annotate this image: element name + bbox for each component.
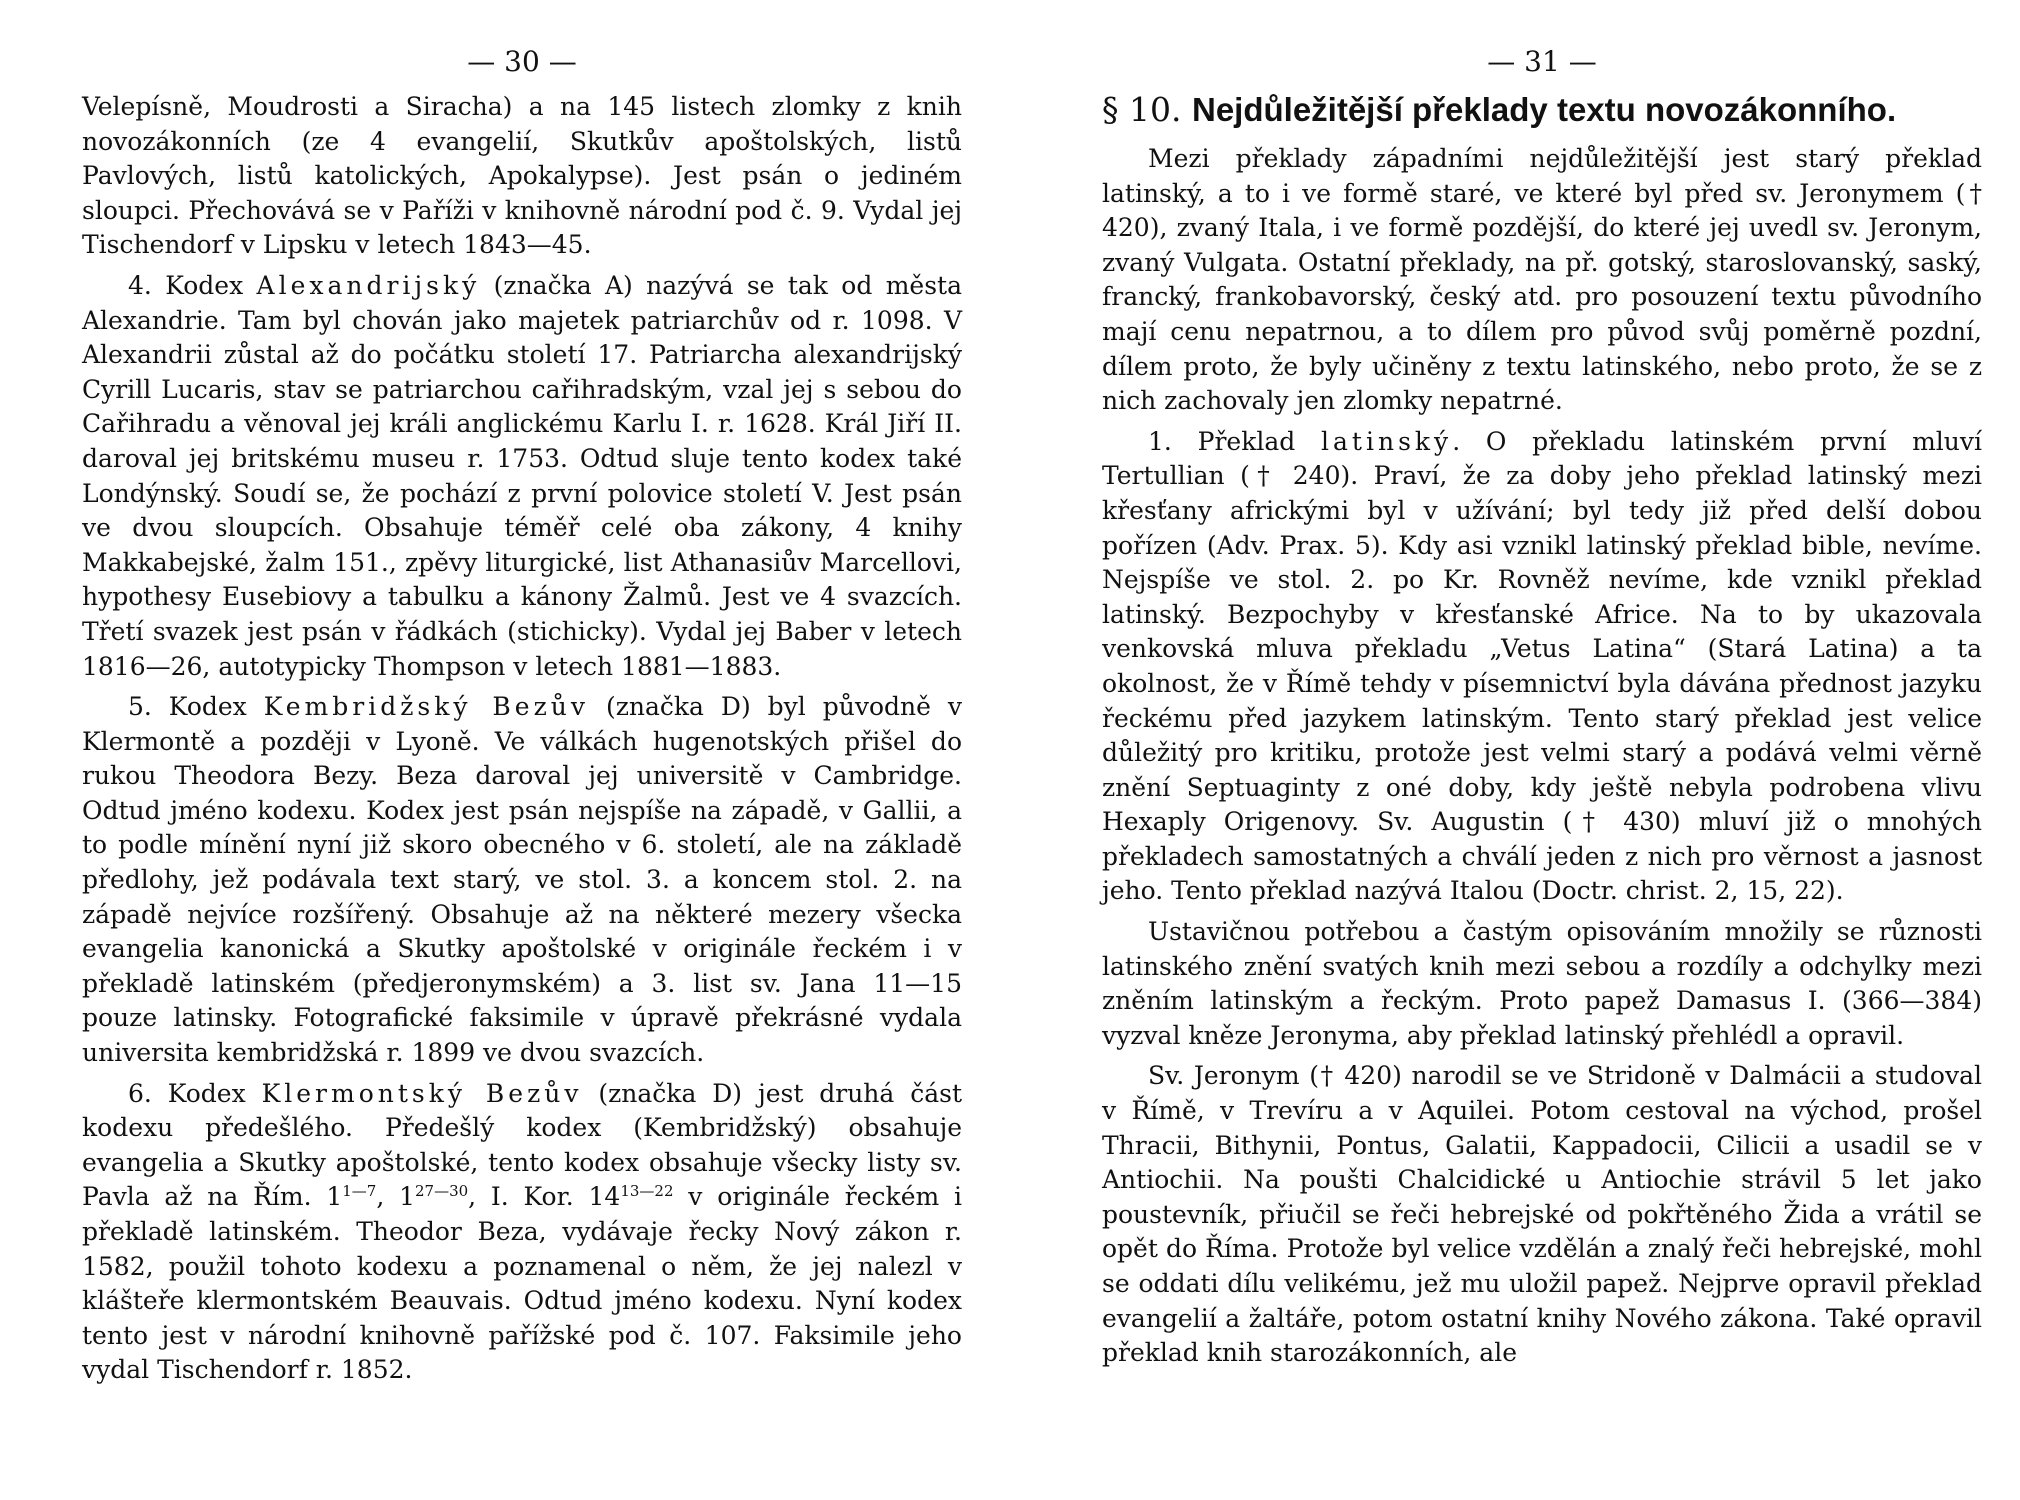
paragraph-continuation: Velepísně, Moudrosti a Siracha) a na 145 listech zlomky z knih novozákonních (ze 4 evangelií, Skutkův apoštolských, listů Pavlových, listů katolických, Apokalypse). Jest psán o jediném sloupci. Přechovává se v Paříži v knihovně národní pod č. 9. Vydal jej Tischendorf v Lipsku v letech 1843—45.: [82, 92, 962, 260]
left-page-text: [82, 90, 962, 1388]
page-number: — 30 —: [467, 45, 577, 78]
spaced-term: Kembridžský Bezův: [263, 692, 589, 722]
section-title: Nejdůležitější překlady textu novozákonního.: [1191, 91, 1897, 128]
verse-superscript: 13—22: [620, 1182, 674, 1201]
paragraph-codex-claromontanus: 6. Kodex Klermontský Bezův (značka D) jest druhá část kodexu předešlého. Předešlý kodex (Kembridžský) obsahuje evangelia a Skutky apoštolské, tento kodex obsahuje všecky listy sv. Pavla až na Řím. $1^{1—7}$, $1^{27—30}$, I. Kor. $14^{13—22}$ v originále řeckém i překladě latinském. Theodor Beza, vydávaje řecky Nový zákon r. 1582, použil tohoto kodexu a poznamenal o něm, že jej nalezl v klášteře klermontském Beauvais. Odtud jméno kodexu. Nyní kodex tento jest v národní knihovně pařížské pod č. 107. Faksimile jeho vydal Tischendorf r. 1852.: [82, 1078, 962, 1385]
paragraph-jerome: Sv. Jeronym († 420) narodil se ve Stridoně v Dalmácii a studoval v Římě, v Trevíru a v Aquilei. Potom cestoval na východ, prošel Thracii, Bithynii, Pontus, Galatii, Kappadocii, Cilicii a usadil se v Antiochii. Na poušti Chalcidické u Antiochie strávil 5 let jako poustevník, přiučil se řeči hebrejské od pokřtěného Žida a vrátil se opět do Říma. Protože byl velice vzdělán a znalý řeči hebrejské, mohl se oddati dílu velikému, jež mu uložil papež. Nejprve opravil překlad evangelií a žaltáře, potom ostatní knihy Nového zákona. Také opravil překlad knih starozákonních, ale: [1102, 1061, 1982, 1368]
paragraph-codex-alexandrinus: 4. Kodex Alexandrijský (značka A) nazývá se tak od města Alexandrie. Tam byl chován jako majetek patriarchův od r. 1098. V Alexandrii zůstal až do počátku století 17. Patriarcha alexandrijský Cyrill Lucaris, stav se patriarchou cařihradským, vzal jej s sebou do Cařihradu a věnoval jej králi anglickému Karlu I. r. 1628. Král Jiří II. daroval jej britskému museu r. 1753. Odtud sluje tento kodex také Londýnský. Soudí se, že pochází z první polovice století V. Jest psán ve dvou sloupcích. Obsahuje téměř celé oba zákony, 4 knihy Makkabejské, žalm 151., zpěvy liturgické, list Athanasiův Marcellovi, hypothesy Eusebiovy a tabulku a kánony Žalmů. Jest ve 4 svazcích. Třetí svazek jest psán v řádkách (stichicky). Vydal jej Baber v letech 1816—26, autotypicky Thompson v letech 1881—1883.: [82, 270, 962, 681]
paragraph-latin-translation: 1. Překlad latinský. O překladu latinském první mluví Tertullian († 240). Praví, že za doby jeho překlad latinský mezi křesťany africkými byl v užívání; byl tedy již před delší dobou pořízen (Adv. Prax. 5). Kdy asi vznikl latinský překlad bible, nevíme. Nejspíše ve stol. 2. po Kr. Rovněž nevíme, kde vznikl překlad latinský. Bezpochyby v křesťanské Africe. Na to by ukazovala venkovská mluva překladu „Vetus Latina“ (Stará Latina) a ta okolnost, že v Římě tehdy v písemnictví byla dávána přednost jazyku řeckému před jazykem latinským. Tento starý překlad jest velice důležitý pro kritiku, protože jest velmi starý a podává velmi věrně znění Septuaginty z oné doby, kdy ještě nebyla podrobena vlivu Hexaply Origenovy. Sv. Augustin († 430) mluví již o mnohých překladech samostatných a chválí jeden z nich pro věrnost a jasnost jeho. Tento překlad nazývá Italou (Doctr. christ. 2, 15, 22).: [1102, 426, 1983, 906]
page-number: — 31 —: [1487, 45, 1597, 78]
spaced-term: latinský: [1321, 426, 1453, 456]
verse-superscript: 27—30: [414, 1182, 469, 1201]
paragraph-intro: Mezi překlady západními nejdůležitější jest starý překlad latinský, a to i ve formě staré, ve které byl před sv. Jeronymem († 420), zvaný Itala, i ve formě pozdější, do které jej uvedl sv. Jeronym, zvaný Vulgata. Ostatní překlady, na př. gotský, staroslovanský, saský, francký, frankobavorský, český atd. pro posouzení textu původního mají cenu nepatrnou, a to dílem pro původ svůj poměrně pozdní, dílem proto, že byly učiněny z textu latinského, nebo proto, že se z nich zachovaly jen zlomky nepatrné.: [1102, 144, 1982, 416]
right-page-text: [1102, 90, 1982, 1371]
right-page: [1102, 0, 1982, 1377]
verse-superscript: 1—7: [342, 1182, 377, 1201]
spaced-term: Klermontský Bezův: [261, 1078, 583, 1108]
spaced-term: Alexandrijský: [256, 270, 481, 300]
paragraph-damasus: Ustavičnou potřebou a častým opisováním množily se různosti latinského znění svatých knih mezi sebou a rozdíly a odchylky mezi zněním latinským a řeckým. Proto papež Damasus I. (366—384) vyzval kněze Jeronyma, aby překlad latinský přehlédl a opravil.: [1102, 917, 1982, 1050]
section-number: § 10.: [1102, 90, 1182, 129]
left-page: [82, 0, 962, 1394]
paragraph-codex-bezae: 5. Kodex Kembridžský Bezův (značka D) byl původně v Klermontě a později v Lyoně. Ve válkách hugenotských přišel do rukou Theodora Bezy. Beza daroval jej universitě v Cambridge. Odtud jméno kodexu. Kodex jest psán nejspíše na západě, v Gallii, a to podle mínění nyní již skoro obecného v 6. století, ale na základě předlohy, jež podávala text starý, ve stol. 3. a koncem stol. 2. na západě nejvíce rozšířený. Obsahuje až na některé mezery všecka evangelia kanonická a Skutky apoštolské v originále řeckém i v překladě latinském (předjeronymském) a 3. list sv. Jana 11—15 pouze latinsky. Fotografické faksimile v úpravě překrásné vydala universita kembridžská r. 1899 ve dvou svazcích.: [82, 692, 963, 1068]
section-heading: [1102, 90, 1982, 130]
